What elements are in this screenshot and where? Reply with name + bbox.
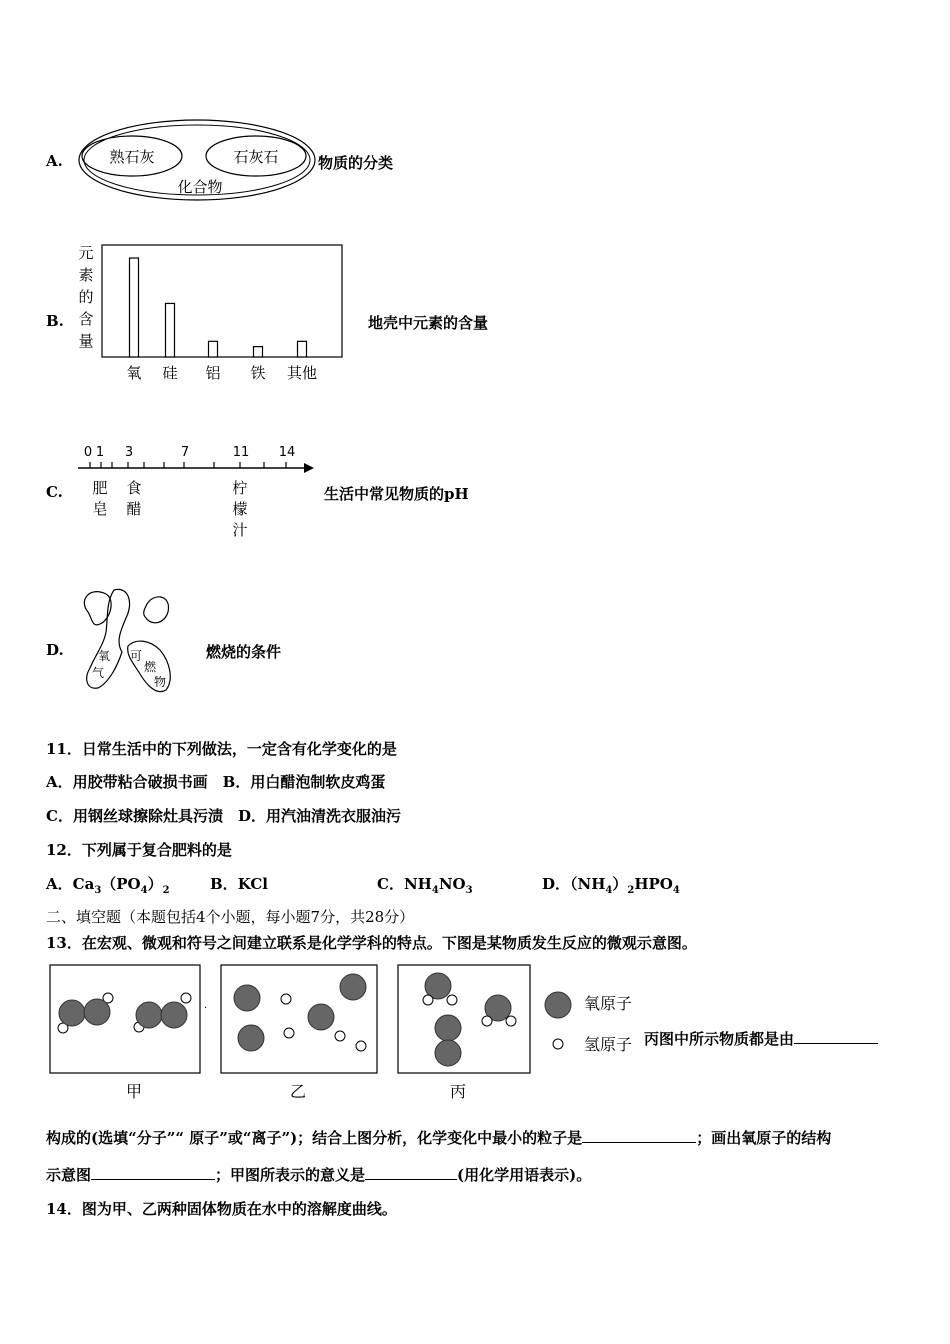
tick-0: 0 [83,445,93,460]
o-atom [340,974,366,1000]
q13-line-2: 示意图 ；甲图所表示的意义是 (用化学用语表示)。 [46,1166,592,1184]
bar-1 [130,258,139,357]
o-atom [308,1004,334,1030]
q13-line-1: 构成的(选填“分子”“ 原子”或“离子”)；结合上图分析，化学变化中最小的粒子是 ；画出氧原子的结构 [46,1129,832,1147]
legend-o-label: 氧原子 [584,994,633,1013]
h-atom [506,1016,516,1026]
label-jia: 甲 [125,1082,143,1101]
oxygen-char-2: 气 [91,666,105,680]
q11-stem: 11．日常生活中的下列做法，一定含有化学变化的是 [46,740,397,758]
o-atom [59,1000,85,1026]
category-label: 铝 [205,364,221,382]
h-atom [482,1016,492,1026]
vinegar-char-2: 醋 [126,500,142,518]
fire-triangle-diagram [76,584,180,696]
bar-4 [254,347,263,357]
o-atom [136,1002,162,1028]
option-c-letter: C. [46,483,63,501]
fire-right-leaf [144,597,169,623]
y-label-char: 的 [78,288,94,306]
micro-reaction-diagram [46,962,646,1104]
classification-diagram [76,118,320,204]
option-a-letter: A. [46,152,63,170]
tick-1: 1 [95,445,105,460]
tick-14: 14 [278,445,296,460]
ph-axis-arrow [304,463,314,473]
lemon-char-1: 柠 [232,479,248,497]
outer-label: 化合物 [177,178,223,196]
answer-blank-2[interactable] [582,1128,696,1143]
bar-3 [209,341,218,357]
option-d-caption: 燃烧的条件 [206,643,282,661]
y-label-char: 素 [78,266,94,284]
fuel-char-2: 燃 [143,660,157,674]
fuel-char-1: 可 [129,649,143,663]
bar-5 [298,341,307,357]
tick-11: 11 [232,445,250,460]
category-label: 硅 [162,364,178,382]
y-label-char: 元 [78,244,94,262]
q12-option-a: A．$Ca_3(PO_4)_2$ [46,875,170,896]
oxygen-char-1: 氧 [97,649,111,663]
lemon-char-3: 汁 [232,521,248,539]
q13-side-text: 丙图中所示物质都是由 [644,1028,878,1049]
q12-option-d: D．$(NH_4)_2HPO_4$ [542,875,680,896]
element-content-bar-chart [70,238,350,388]
o-atom [161,1002,187,1028]
h-atom [281,994,291,1004]
option-c-caption: 生活中常见物质的pH [324,485,469,503]
label-yi: 乙 [289,1082,307,1101]
y-label-char: 量 [78,332,94,350]
inner-right-label: 石灰石 [233,148,279,166]
answer-blank-4[interactable] [365,1165,457,1180]
y-label-char: 含 [78,310,94,328]
h-atom [181,993,191,1003]
option-d-letter: D. [46,641,64,659]
h-atom [335,1031,345,1041]
o-atom [234,985,260,1011]
vinegar-char-1: 食 [126,479,142,497]
legend-h-label: 氢原子 [584,1035,633,1054]
q14-stem: 14．图为甲、乙两种固体物质在水中的溶解度曲线。 [46,1200,397,1218]
label-bing: 丙 [449,1082,467,1101]
category-label: 铁 [250,364,266,382]
y-axis-label [78,244,93,350]
q12-stem: 12．下列属于复合肥料的是 [46,841,232,859]
option-b-caption: 地壳中元素的含量 [368,314,489,332]
o-atom [435,1040,461,1066]
o-atom [84,999,110,1025]
inner-left-label: 熟石灰 [109,148,155,166]
fuel-char-3: 物 [153,675,167,689]
dot-mark: . [204,1000,208,1011]
ph-scale-diagram [74,438,324,543]
soap-char-1: 肥 [92,479,108,497]
h-atom [423,995,433,1005]
q12-option-b: B．KCl [210,875,268,893]
h-atom [356,1041,366,1051]
lemon-char-2: 檬 [232,500,248,518]
tick-7: 7 [180,445,190,460]
category-label: 其他 [286,364,318,382]
soap-char-2: 皂 [92,500,108,518]
ph-ticks [90,462,286,468]
tick-3: 3 [124,445,134,460]
o-atom [435,1015,461,1041]
h-atom [447,995,457,1005]
answer-blank-3[interactable] [91,1165,215,1180]
legend-h-atom [553,1039,563,1049]
category-label: 氧 [126,364,142,382]
section-2-heading: 二、填空题（本题包括4个小题，每小题7分，共28分） [46,908,415,926]
option-b-letter: B. [46,312,64,330]
q11-options-cd: C．用钢丝球擦除灶具污渍 D．用汽油清洗衣服油污 [46,807,401,825]
q13-stem: 13．在宏观、微观和符号之间建立联系是化学学科的特点。下图是某物质发生反应的微观示意图。 [46,934,697,952]
q11-options-ab: A．用胶带粘合破损书画 B．用白醋泡制软皮鸡蛋 [46,773,386,791]
o-atom [238,1025,264,1051]
legend-o-atom [545,992,571,1018]
answer-blank-1[interactable] [794,1029,878,1044]
bar-2 [166,303,175,357]
h-atom [284,1028,294,1038]
option-a-caption: 物质的分类 [318,154,394,172]
q12-option-c: C．$NH_4NO_3$ [377,875,473,896]
